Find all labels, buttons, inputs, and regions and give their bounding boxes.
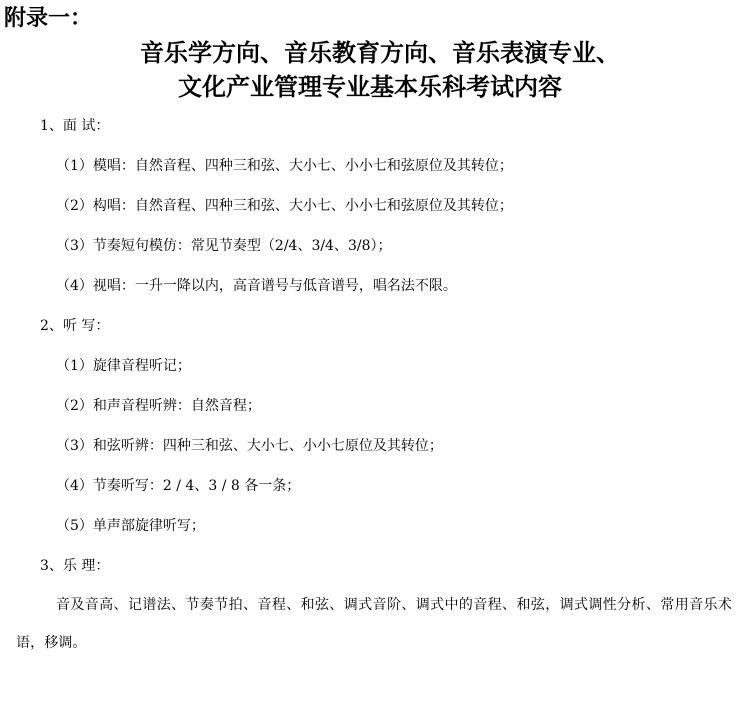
section-heading-interview: 1、面 试：	[40, 118, 110, 134]
section-heading-theory: 3、乐 理：	[40, 558, 110, 574]
list-item: （3）和弦听辨：四种三和弦、大小七、小小七原位及其转位；	[56, 438, 443, 454]
appendix-label: 附录一：	[4, 6, 93, 31]
title-line-1: 音乐学方向、音乐教育方向、音乐表演专业、	[140, 39, 620, 67]
list-item: （4）视唱：一升一降以内，高音谱号与低音谱号，唱名法不限。	[56, 278, 457, 294]
list-item: （1）模唱：自然音程、四种三和弦、大小七、小小七和弦原位及其转位；	[56, 158, 513, 174]
section-heading-dictation: 2、听 写：	[40, 318, 110, 334]
theory-paragraph: 音及音高、记谱法、节奏节拍、音程、和弦、调式音阶、调式中的音程、和弦，调式调性分析、常用音乐术语，移调。	[16, 597, 732, 651]
document-title	[0, 36, 740, 104]
list-item: （5）单声部旋律听写；	[56, 518, 205, 534]
list-item: （2）构唱：自然音程、四种三和弦、大小七、小小七和弦原位及其转位；	[56, 198, 513, 214]
list-item: （3）节奏短句模仿：常见节奏型（2/4、3/4、3/8）；	[56, 238, 392, 254]
list-item: （4）节奏听写：2 / 4、3 / 8 各一条；	[56, 478, 301, 494]
list-item: （2）和声音程听辨：自然音程；	[56, 398, 261, 414]
list-item: （1）旋律音程听记；	[56, 358, 191, 374]
title-line-2: 文化产业管理专业基本乐科考试内容	[178, 73, 562, 101]
